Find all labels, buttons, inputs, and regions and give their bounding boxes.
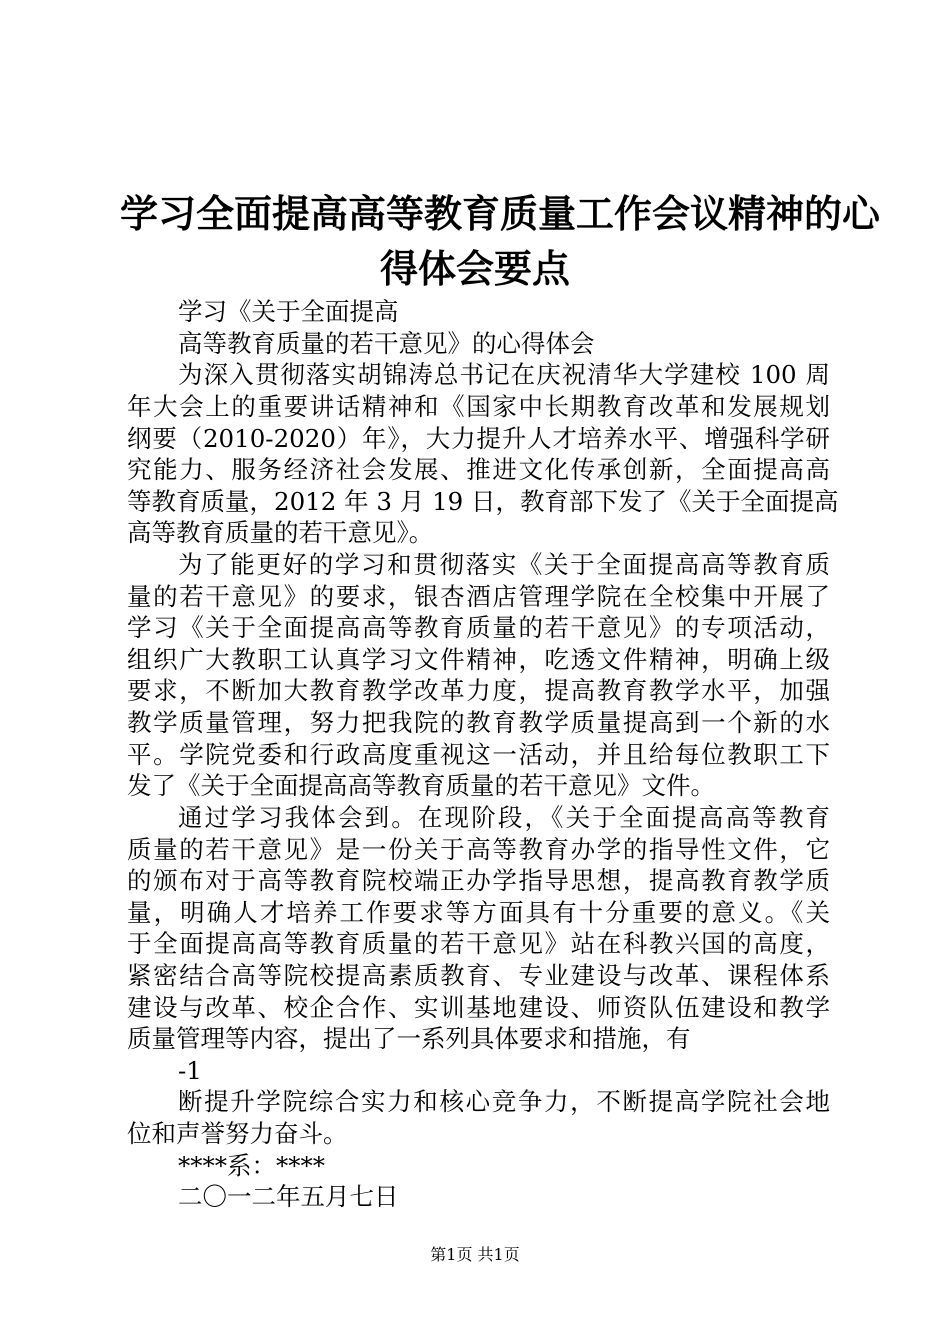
paragraph-3-line-5: 于全面提高高等教育质量的若干意见》站在科教兴国的高度， — [127, 929, 830, 958]
paragraph-1-line-2: 年大会上的重要讲话精神和《国家中长期教育改革和发展规划 — [127, 392, 830, 421]
paragraph-1-line-4: 究能力、服务经济社会发展、推进文化传承创新，全面提高高 — [127, 455, 830, 484]
paragraph-3-line-6: 紧密结合高等院校提高素质教育、专业建设与改革、课程体系 — [127, 961, 830, 990]
paragraph-4-line-1: 断提升学院综合实力和核心竞争力，不断提高学院社会地 — [178, 1087, 830, 1116]
paragraph-3-line-7: 建设与改革、校企合作、实训基地建设、师资队伍建设和教学 — [127, 993, 830, 1022]
paragraph-2-line-6: 教学质量管理，努力把我院的教育教学质量提高到一个新的水 — [127, 708, 830, 737]
subtitle-line-1: 学习《关于全面提高 — [178, 297, 399, 326]
paragraph-2-line-4: 组织广大教职工认真学习文件精神，吃透文件精神，明确上级 — [127, 645, 830, 674]
paragraph-2-line-1: 为了能更好的学习和贯彻落实《关于全面提高高等教育质 — [178, 550, 830, 579]
paragraph-2-line-5: 要求，不断加大教育教学改革力度，提高教育教学水平，加强 — [127, 676, 830, 705]
document-title-line-2: 得体会要点 — [379, 246, 570, 291]
paragraph-1-line-1: 为深入贯彻落实胡锦涛总书记在庆祝清华大学建校 100 周 — [178, 360, 830, 389]
page-footer: 第1页 共1页 — [430, 1245, 520, 1264]
paragraph-2-line-2: 量的若干意见》的要求，银杏酒店管理学院在全校集中开展了 — [127, 582, 830, 611]
paragraph-2-line-3: 学习《关于全面提高高等教育质量的若干意见》的专项活动， — [127, 613, 830, 642]
paragraph-3-line-2: 质量的若干意见》是一份关于高等教育办学的指导性文件，它 — [127, 835, 830, 864]
paragraph-4-line-2: 位和声誉努力奋斗。 — [127, 1119, 348, 1148]
document-title-line-1: 学习全面提高高等教育质量工作会议精神的心 — [120, 191, 881, 236]
subtitle-line-2: 高等教育质量的若干意见》的心得体会 — [178, 329, 595, 358]
paragraph-2-line-8: 发了《关于全面提高高等教育质量的若干意见》文件。 — [127, 771, 715, 800]
paragraph-3-line-8: 质量管理等内容，提出了一系列具体要求和措施，有 — [127, 1024, 691, 1053]
paragraph-3-line-4: 量，明确人才培养工作要求等方面具有十分重要的意义。《关 — [127, 898, 830, 927]
signature-department: ****系：**** — [178, 1151, 325, 1180]
paragraph-2-line-7: 平。学院党委和行政高度重视这一活动，并且给每位教职工下 — [127, 740, 830, 769]
paragraph-1-line-5: 等教育质量，2012 年 3 月 19 日，教育部下发了《关于全面提高 — [127, 487, 839, 516]
paragraph-1-line-3: 纲要（2010-2020）年》，大力提升人才培养水平、增强科学研 — [127, 424, 830, 453]
paragraph-3-line-3: 的颁布对于高等教育院校端正办学指导思想，提高教育教学质 — [127, 866, 830, 895]
paragraph-1-line-6: 高等教育质量的若干意见》。 — [127, 518, 434, 547]
page-marker: -1 — [178, 1056, 202, 1085]
signature-date: 二〇一二年五月七日 — [178, 1182, 399, 1211]
paragraph-3-line-1: 通过学习我体会到。在现阶段，《关于全面提高高等教育 — [178, 803, 830, 832]
